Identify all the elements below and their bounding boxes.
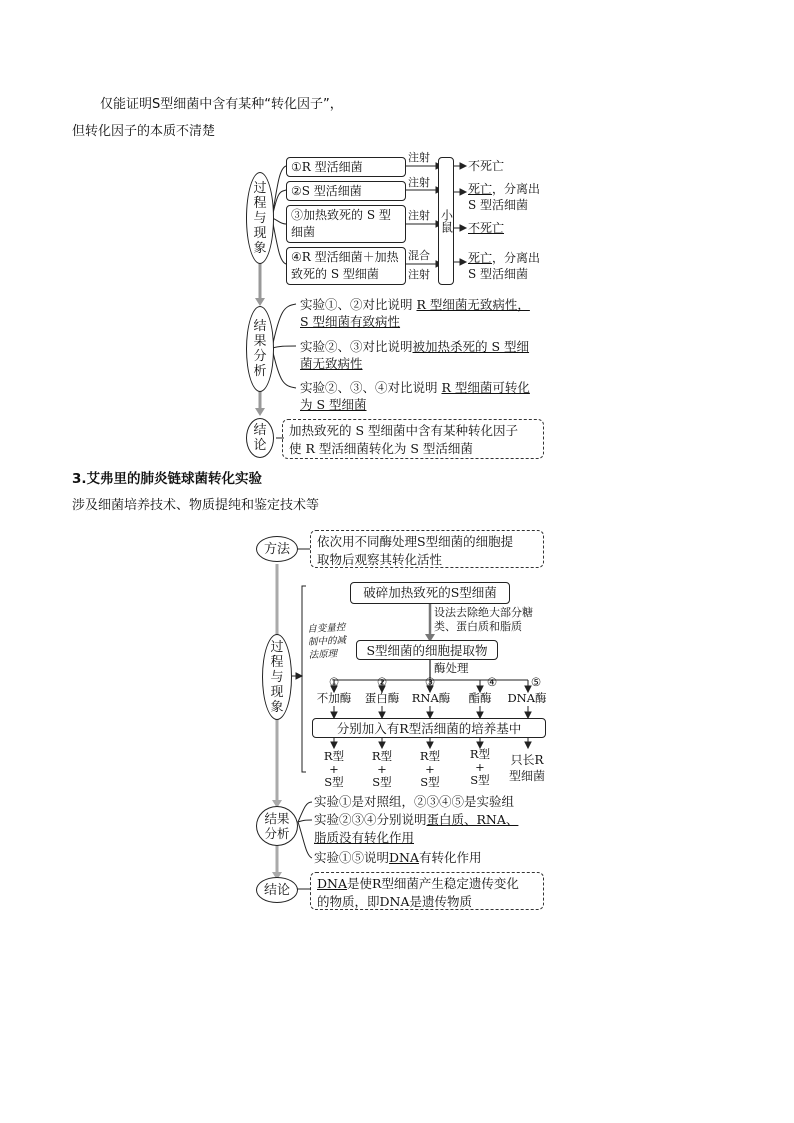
intro-line-2: 但转化因子的本质不清楚	[72, 124, 216, 139]
enzyme-num-3: ③	[424, 675, 436, 689]
result-col-4: R型 + S型	[469, 747, 491, 787]
enzyme-name-5: DNA酶	[507, 691, 547, 705]
extract-box: S型细菌的细胞提取物	[356, 640, 498, 660]
process-label-oval: 过 程 与 现 象	[246, 172, 274, 264]
result-col-3: R型 + S型	[419, 749, 441, 789]
action-mix: 混合	[408, 249, 430, 262]
result-2-line1: 实验②、③对比说明被加热杀死的 S 型细	[300, 339, 530, 354]
enzyme-label: 酶处理	[434, 661, 469, 675]
result-3-line2: 为 S 型细菌	[300, 397, 367, 412]
conclusion-label-oval: 结 论	[246, 418, 274, 458]
action-inject-3: 注射	[408, 209, 430, 222]
result-col-5: 只长R 型细菌	[508, 753, 545, 783]
action-inject-4: 注射	[408, 268, 430, 281]
conclusion-box-2: DNA是使R型细菌产生稳定遗传变化 的物质，即DNA是遗传物质	[310, 872, 544, 910]
step-1-box: ①R 型活细菌	[286, 157, 406, 177]
outcome-2-line2: S 型活细菌	[468, 198, 529, 212]
step-3-box: ③加热致死的 S 型细菌	[286, 205, 406, 243]
handwritten-note: 自变量控 制中的减 法原理	[307, 622, 347, 661]
result2-line-3: 脂质没有转化作用	[314, 830, 415, 845]
result2-line-2: 实验②③④分别说明蛋白质、RNA、	[314, 812, 519, 827]
enzyme-name-1: 不加酶	[316, 691, 352, 705]
process-label-oval-2: 过 程 与 现 象	[262, 634, 292, 720]
enzyme-name-4: 酯酶	[468, 691, 492, 705]
top-process-note: 设法去除绝大部分糖 类、蛋白质和脂质	[434, 606, 533, 633]
result-3-line1: 实验②、③、④对比说明 R 型细菌可转化	[300, 380, 530, 395]
top-process-box: 破碎加热致死的S型细菌	[350, 582, 510, 604]
result2-line-1: 实验①是对照组，②③④⑤是实验组	[314, 794, 515, 809]
result-label-oval-2: 结果 分析	[256, 806, 298, 846]
conclusion-box: 加热致死的 S 型细菌中含有某种转化因子 使 R 型活细菌转化为 S 型活细菌	[282, 419, 544, 459]
enzyme-num-2: ②	[376, 675, 388, 689]
outcome-1: 不死亡	[468, 159, 505, 173]
result-2-line2: 菌无致病性	[300, 356, 363, 371]
mouse-box: 小鼠	[438, 157, 454, 285]
enzyme-num-1: ①	[328, 675, 340, 689]
section3-heading: 3.艾弗里的肺炎链球菌转化实验	[72, 471, 263, 487]
step-2-box: ②S 型活细菌	[286, 181, 406, 201]
enzyme-name-3: RNA酶	[411, 691, 451, 705]
method-box: 依次用不同酶处理S型细菌的细胞提 取物后观察其转化活性	[310, 530, 544, 568]
intro-line-1: 仅能证明S型细菌中含有某种“转化因子”，	[100, 97, 343, 112]
result-col-1: R型 + S型	[323, 749, 345, 789]
outcome-4-line2: S 型活细菌	[468, 267, 529, 281]
result-label-oval: 结 果 分 析	[246, 306, 274, 392]
outcome-3: 不死亡	[468, 221, 505, 235]
conclusion-label-oval-2: 结论	[256, 877, 298, 903]
action-inject-1: 注射	[408, 151, 430, 164]
section3-subtitle: 涉及细菌培养技术、物质提纯和鉴定技术等	[72, 498, 320, 513]
result-1-line1: 实验①、②对比说明 R 型细菌无致病性，	[300, 297, 530, 312]
outcome-4: 死亡，分离出	[468, 251, 541, 265]
enzyme-num-4: ④	[486, 675, 498, 689]
outcome-2: 死亡，分离出	[468, 182, 541, 196]
result2-line-4: 实验①⑤说明DNA有转化作用	[314, 850, 482, 865]
action-inject-2: 注射	[408, 176, 430, 189]
enzyme-num-5: ⑤	[530, 675, 542, 689]
result-col-2: R型 + S型	[371, 749, 393, 789]
culture-box: 分别加入有R型活细菌的培养基中	[312, 718, 546, 738]
step-4-box: ④R 型活细菌＋加热致死的 S 型细菌	[286, 247, 406, 285]
method-label-oval: 方法	[256, 536, 298, 562]
result-1-line2: S 型细菌有致病性	[300, 314, 401, 329]
enzyme-name-2: 蛋白酶	[364, 691, 400, 705]
